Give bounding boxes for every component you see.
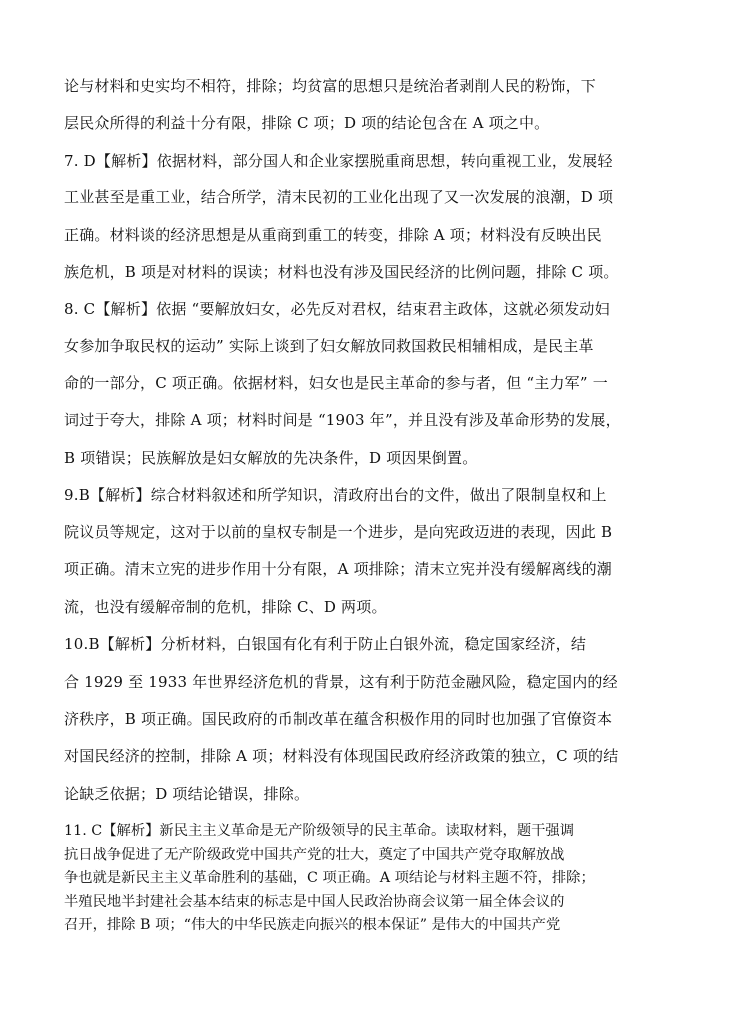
text-line: 院议员等规定，这对于以前的皇权专制是一个进步，是向宪政迈进的表现，因此 B [64, 523, 613, 541]
text-line: 族危机，B 项是对材料的误读；材料也没有涉及国民经济的比例问题，排除 C 项。 [64, 263, 619, 281]
text-line: 女参加争取民权的运动” 实际上谈到了妇女解放同救国救民相辅相成，是民主革 [64, 337, 594, 355]
text-line: 9.B【解析】综合材料叙述和所学知识，清政府出台的文件，做出了限制皇权和上 [64, 486, 607, 504]
text-line: 争也就是新民主主义革命胜利的基础，C 项正确。A 项结论与材料主题不符，排除； [64, 870, 595, 886]
text-line: 半殖民地半封建社会基本结束的标志是中国人民政治协商会议第一届全体会议的 [64, 894, 565, 910]
text-line: 11. C【解析】新民主主义革命是无产阶级领导的民主革命。读取材料，题干强调 [64, 823, 575, 839]
text-line: 论与材料和史实均不相符，排除；均贫富的思想只是统治者剥削人民的粉饰，下 [64, 77, 597, 95]
text-line: 8. C【解析】依据 “要解放妇女，必先反对君权，结束君主政体，这就必须发动妇 [64, 300, 610, 318]
text-line: 论缺乏依据；D 项结论错误，排除。 [64, 785, 310, 803]
text-line: 抗日战争促进了无产阶级政党中国共产党的壮大，奠定了中国共产党夺取解放战 [64, 847, 565, 863]
text-line: B 项错误；民族解放是妇女解放的先决条件，D 项因果倒置。 [64, 449, 478, 467]
text-line: 项正确。清末立宪的进步作用十分有限，A 项排除；清末立宪并没有缓解离线的潮 [64, 560, 613, 578]
text-line: 济秩序，B 项正确。国民政府的币制改革在蕴含积极作用的同时也加强了官僚资本 [64, 710, 613, 728]
text-line: 召开，排除 B 项；“伟大的中华民族走向振兴的根本保证” 是伟大的中国共产党 [64, 917, 561, 933]
text-line: 流，也没有缓解帝制的危机，排除 C、D 两项。 [64, 598, 387, 616]
text-line: 命的一部分，C 项正确。依据材料，妇女也是民主革命的参与者，但 “主力军” 一 [64, 374, 608, 392]
text-line: 10.B【解析】分析材料，白银国有化有利于防止白银外流，稳定国家经济，结 [64, 635, 587, 653]
text-line: 正确。材料谈的经济思想是从重商到重工的转变，排除 A 项；材料没有反映出民 [64, 226, 602, 244]
text-line: 7. D【解析】依据材料，部分国人和企业家摆脱重商思想，转向重视工业，发展轻 [64, 152, 613, 170]
text-line: 词过于夸大，排除 A 项；材料时间是 “1903 年”，并且没有涉及革命形势的发展， [64, 411, 621, 429]
text-line: 对国民经济的控制，排除 A 项；材料没有体现国民政府经济政策的独立，C 项的结 [64, 747, 619, 765]
text-line: 合 1929 至 1933 年世界经济危机的背景，这有利于防范金融风险，稳定国内的经 [64, 673, 618, 691]
text-line: 工业甚至是重工业，结合所学，清末民初的工业化出现了又一次发展的浪潮，D 项 [64, 188, 614, 206]
text-line: 层民众所得的利益十分有限，排除 C 项；D 项的结论包含在 A 项之中。 [64, 114, 550, 132]
